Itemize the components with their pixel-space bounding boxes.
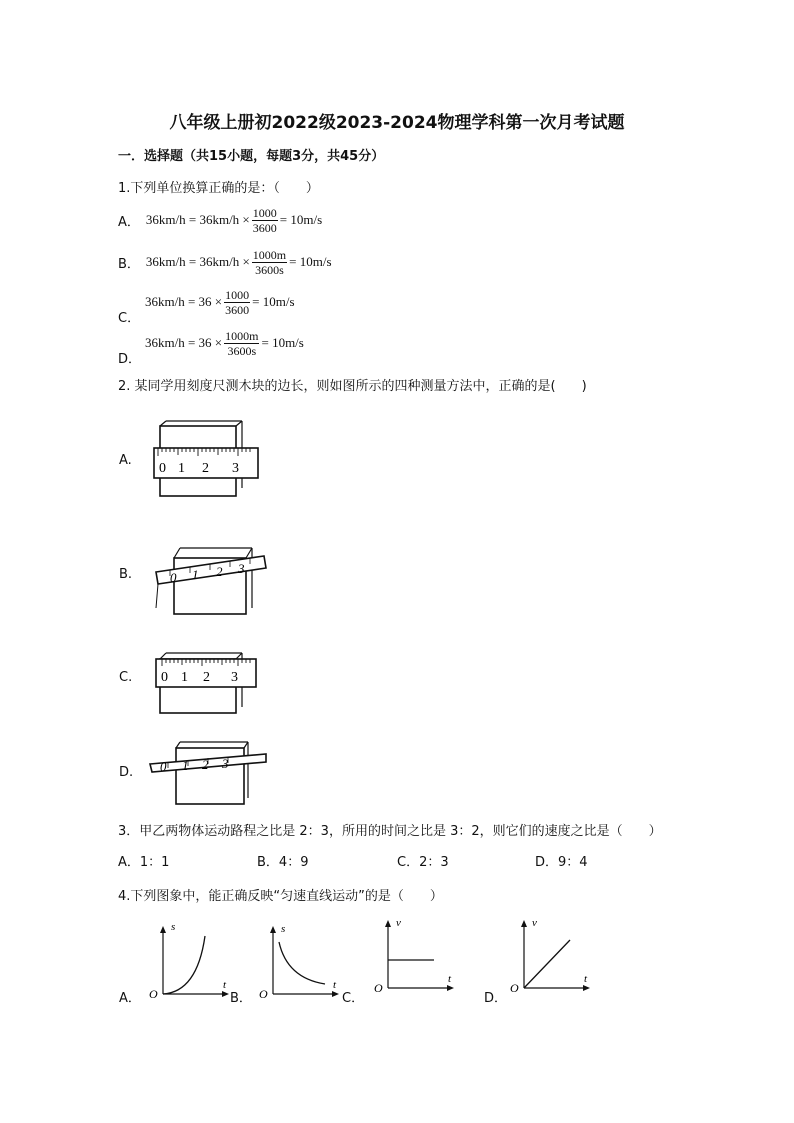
q4-label-b[interactable]: B． bbox=[230, 991, 252, 1006]
x-axis-label: t bbox=[448, 973, 452, 985]
tick-label: 0 bbox=[161, 670, 168, 685]
numerator: 1000m bbox=[225, 328, 259, 343]
numerator: 1000 bbox=[225, 287, 250, 302]
tick-label: 2 bbox=[216, 564, 223, 579]
origin-label: O bbox=[259, 987, 268, 1001]
option-letter: C． bbox=[118, 311, 141, 326]
page-title: 八年级上册初2022级2023-2024物理学科第一次月考试题 bbox=[169, 113, 625, 133]
denominator: 3600s bbox=[255, 262, 284, 277]
origin-label: O bbox=[149, 987, 158, 1001]
x-axis-label: t bbox=[333, 979, 337, 991]
denominator: 3600 bbox=[252, 220, 277, 235]
q4-graph-c bbox=[370, 910, 462, 1000]
rhs: = 10m/s bbox=[252, 294, 295, 309]
q2-figure-c bbox=[150, 645, 265, 717]
option-letter: B． bbox=[118, 256, 140, 272]
origin-label: O bbox=[510, 981, 519, 995]
q2-label-d[interactable]: D. bbox=[119, 765, 134, 780]
tick-label: 2 bbox=[202, 461, 209, 476]
lhs: 36km/h = 36 × bbox=[145, 294, 223, 309]
rhs: = 10m/s bbox=[279, 212, 323, 227]
question-2-stem: 2. 某同学用刻度尺测木块的边长，则如图所示的四种测量方法中，正确的是( ) bbox=[118, 379, 587, 394]
lhs: 36km/h = 36km/h × bbox=[145, 212, 250, 227]
y-axis-label: v bbox=[396, 917, 401, 929]
fraction bbox=[224, 329, 259, 358]
q2-label-a[interactable]: A. bbox=[119, 453, 132, 468]
q3-option-d[interactable]: D．9：4 bbox=[535, 855, 588, 870]
origin-label: O bbox=[374, 981, 383, 995]
section-heading: 一．选择题（共15小题，每题3分，共45分） bbox=[118, 149, 385, 164]
lhs: 36km/h = 36 × bbox=[145, 335, 223, 350]
tick-label: 3 bbox=[232, 461, 239, 476]
q4-graph-b bbox=[255, 918, 347, 1006]
q2-figure-b bbox=[150, 542, 270, 622]
q3-option-c[interactable]: C．2：3 bbox=[397, 855, 449, 870]
q1-option-a[interactable] bbox=[118, 203, 322, 237]
q2-figure-d bbox=[148, 738, 270, 808]
q4-label-d[interactable]: D． bbox=[484, 991, 508, 1006]
tick-label: 1 bbox=[181, 670, 188, 685]
tick-label: 1 bbox=[178, 461, 185, 476]
denominator: 3600s bbox=[227, 343, 257, 358]
q3-option-a[interactable]: A．1：1 bbox=[118, 855, 170, 870]
q4-label-a[interactable]: A． bbox=[119, 991, 141, 1006]
tick-label: 2 bbox=[203, 670, 210, 685]
y-axis-label: s bbox=[281, 923, 286, 935]
option-letter: A． bbox=[118, 214, 140, 230]
lhs: 36km/h = 36km/h × bbox=[145, 254, 250, 269]
q4-graph-a bbox=[145, 918, 237, 1006]
question-1-stem: 1.下列单位换算正确的是：（ ） bbox=[118, 181, 319, 196]
rhs: = 10m/s bbox=[261, 335, 304, 350]
fraction bbox=[224, 288, 250, 317]
question-4-stem: 4.下列图象中，能正确反映“匀速直线运动”的是（ ） bbox=[118, 889, 443, 904]
numerator: 1000m bbox=[252, 247, 287, 262]
option-letter: D． bbox=[118, 352, 142, 367]
tick-label: 0 bbox=[160, 759, 167, 774]
x-axis-label: t bbox=[584, 973, 588, 985]
fraction bbox=[252, 206, 278, 235]
tick-label: 3 bbox=[238, 561, 245, 576]
q2-figure-a bbox=[150, 420, 265, 500]
tick-label: 3 bbox=[231, 670, 238, 685]
numerator: 1000 bbox=[252, 205, 277, 220]
q2-label-c[interactable]: C. bbox=[119, 670, 133, 685]
tick-label: 1 bbox=[182, 758, 189, 773]
x-axis-label: t bbox=[223, 979, 227, 991]
tick-label: 1 bbox=[192, 567, 199, 582]
rhs: = 10m/s bbox=[289, 254, 332, 269]
q1-option-b[interactable] bbox=[118, 245, 332, 279]
tick-label: 2 bbox=[202, 757, 209, 772]
y-axis-label: s bbox=[171, 921, 176, 933]
q3-option-b[interactable]: B．4：9 bbox=[257, 855, 309, 870]
fraction bbox=[252, 248, 287, 277]
q4-graph-d bbox=[506, 910, 598, 1000]
tick-label: 0 bbox=[159, 461, 166, 476]
question-3-stem: 3．甲乙两物体运动路程之比是 2：3，所用的时间之比是 3：2，则它们的速度之比是（ ） bbox=[118, 824, 662, 839]
denominator: 3600 bbox=[225, 302, 250, 317]
q2-label-b[interactable]: B. bbox=[119, 567, 133, 582]
tick-label: 0 bbox=[170, 570, 177, 585]
y-axis-label: v bbox=[532, 917, 537, 929]
q4-label-c[interactable]: C． bbox=[342, 991, 365, 1006]
tick-label: 3 bbox=[222, 756, 229, 771]
